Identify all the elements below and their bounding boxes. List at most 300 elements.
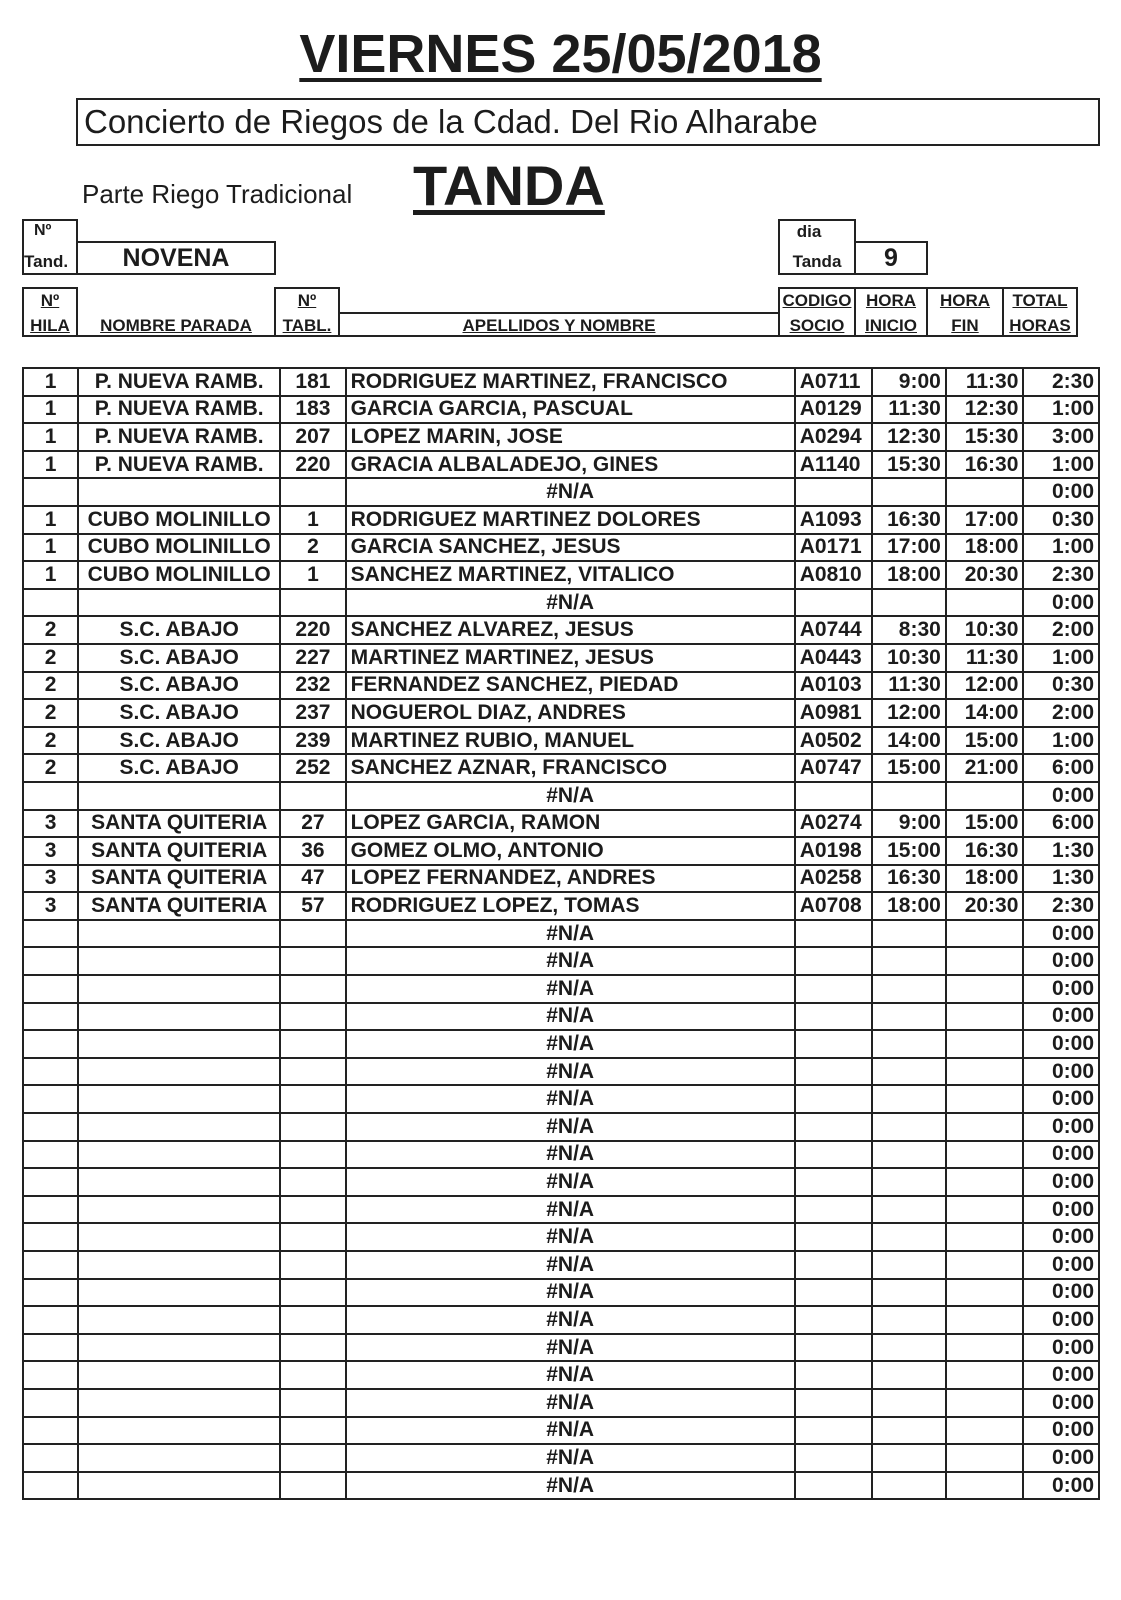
cell-codigo: A0198 bbox=[795, 837, 873, 865]
cell-parada bbox=[78, 1334, 280, 1362]
table-row bbox=[23, 1417, 1099, 1445]
cell-inicio bbox=[872, 1306, 946, 1334]
cell-hila: 1 bbox=[23, 368, 78, 396]
cell-nombre: RODRIGUEZ MARTINEZ DOLORES bbox=[346, 506, 795, 534]
cell-nombre: #N/A bbox=[346, 1058, 795, 1086]
cell-nombre: GRACIA ALBALADEJO, GINES bbox=[346, 451, 795, 479]
cell-fin: 10:30 bbox=[946, 616, 1024, 644]
cell-fin: 17:00 bbox=[946, 506, 1024, 534]
table-row bbox=[23, 727, 1099, 755]
header-inicio-top: HORA bbox=[865, 291, 917, 310]
cell-inicio: 12:00 bbox=[872, 699, 946, 727]
cell-nombre: MARTINEZ RUBIO, MANUEL bbox=[346, 727, 795, 755]
cell-fin bbox=[946, 1113, 1024, 1141]
table-row bbox=[23, 1058, 1099, 1086]
cell-hila: 1 bbox=[23, 534, 78, 562]
cell-fin: 14:00 bbox=[946, 699, 1024, 727]
cell-inicio: 18:00 bbox=[872, 561, 946, 589]
cell-fin bbox=[946, 1306, 1024, 1334]
cell-hila bbox=[23, 1306, 78, 1334]
table-row bbox=[23, 1251, 1099, 1279]
cell-hila: 2 bbox=[23, 616, 78, 644]
cell-parada bbox=[78, 1417, 280, 1445]
cell-codigo bbox=[795, 1003, 873, 1031]
cell-inicio: 18:00 bbox=[872, 892, 946, 920]
cell-total: 3:00 bbox=[1023, 423, 1099, 451]
cell-total: 2:30 bbox=[1023, 561, 1099, 589]
cell-inicio bbox=[872, 1223, 946, 1251]
cell-nombre: #N/A bbox=[346, 920, 795, 948]
cell-tabl bbox=[280, 1389, 345, 1417]
cell-parada: S.C. ABAJO bbox=[78, 672, 280, 700]
cell-codigo bbox=[795, 1085, 873, 1113]
cell-nombre: GARCIA GARCIA, PASCUAL bbox=[346, 396, 795, 424]
cell-parada bbox=[78, 1389, 280, 1417]
cell-hila bbox=[23, 947, 78, 975]
cell-fin bbox=[946, 1141, 1024, 1169]
cell-parada: P. NUEVA RAMB. bbox=[78, 368, 280, 396]
cell-parada bbox=[78, 589, 280, 617]
cell-fin bbox=[946, 1003, 1024, 1031]
cell-tabl: 27 bbox=[280, 810, 345, 838]
dia-tanda-label: Tanda bbox=[792, 252, 842, 271]
tanda-heading: TANDA bbox=[413, 154, 605, 217]
cell-codigo: A0810 bbox=[795, 561, 873, 589]
cell-tabl: 207 bbox=[280, 423, 345, 451]
cell-inicio: 11:30 bbox=[872, 672, 946, 700]
table-row bbox=[23, 423, 1099, 451]
cell-tabl bbox=[280, 1361, 345, 1389]
cell-total: 1:30 bbox=[1023, 837, 1099, 865]
cell-total: 0:00 bbox=[1023, 1141, 1099, 1169]
cell-codigo bbox=[795, 1334, 873, 1362]
cell-nombre: FERNANDEZ SANCHEZ, PIEDAD bbox=[346, 672, 795, 700]
cell-total: 6:00 bbox=[1023, 810, 1099, 838]
cell-codigo: A1093 bbox=[795, 506, 873, 534]
cell-hila bbox=[23, 1334, 78, 1362]
cell-parada: SANTA QUITERIA bbox=[78, 865, 280, 893]
cell-parada bbox=[78, 1223, 280, 1251]
cell-fin bbox=[946, 1058, 1024, 1086]
cell-fin bbox=[946, 1168, 1024, 1196]
cell-fin bbox=[946, 1196, 1024, 1224]
table-row bbox=[23, 1472, 1099, 1500]
cell-nombre: SANCHEZ MARTINEZ, VITALICO bbox=[346, 561, 795, 589]
cell-hila: 2 bbox=[23, 754, 78, 782]
cell-inicio bbox=[872, 1168, 946, 1196]
cell-inicio bbox=[872, 1113, 946, 1141]
cell-tabl bbox=[280, 1003, 345, 1031]
table-row bbox=[23, 1113, 1099, 1141]
cell-hila bbox=[23, 1168, 78, 1196]
cell-total: 0:00 bbox=[1023, 1003, 1099, 1031]
table-row bbox=[23, 534, 1099, 562]
cell-fin bbox=[946, 478, 1024, 506]
cell-fin: 15:00 bbox=[946, 727, 1024, 755]
cell-nombre: #N/A bbox=[346, 1168, 795, 1196]
cell-hila: 2 bbox=[23, 672, 78, 700]
cell-parada: CUBO MOLINILLO bbox=[78, 561, 280, 589]
table-row bbox=[23, 1223, 1099, 1251]
cell-parada: SANTA QUITERIA bbox=[78, 892, 280, 920]
cell-parada bbox=[78, 1141, 280, 1169]
cell-total: 0:00 bbox=[1023, 1168, 1099, 1196]
irrigation-schedule-table bbox=[22, 367, 1100, 1500]
cell-hila: 2 bbox=[23, 644, 78, 672]
cell-total: 0:00 bbox=[1023, 920, 1099, 948]
cell-total: 2:00 bbox=[1023, 699, 1099, 727]
cell-inicio: 15:00 bbox=[872, 754, 946, 782]
cell-nombre: #N/A bbox=[346, 1334, 795, 1362]
cell-hila bbox=[23, 1030, 78, 1058]
cell-tabl: 181 bbox=[280, 368, 345, 396]
cell-inicio bbox=[872, 1472, 946, 1500]
table-row bbox=[23, 1003, 1099, 1031]
cell-codigo: A0747 bbox=[795, 754, 873, 782]
table-row bbox=[23, 616, 1099, 644]
header-codigo-bottom: SOCIO bbox=[789, 316, 845, 335]
cell-nombre: #N/A bbox=[346, 947, 795, 975]
cell-inicio: 16:30 bbox=[872, 506, 946, 534]
cell-tabl bbox=[280, 1472, 345, 1500]
cell-total: 1:00 bbox=[1023, 644, 1099, 672]
cell-total: 0:00 bbox=[1023, 1223, 1099, 1251]
cell-tabl: 1 bbox=[280, 561, 345, 589]
cell-parada: S.C. ABAJO bbox=[78, 699, 280, 727]
cell-hila bbox=[23, 1361, 78, 1389]
cell-nombre: GOMEZ OLMO, ANTONIO bbox=[346, 837, 795, 865]
cell-total: 0:00 bbox=[1023, 1472, 1099, 1500]
cell-inicio: 16:30 bbox=[872, 865, 946, 893]
cell-fin bbox=[946, 1279, 1024, 1307]
table-row bbox=[23, 810, 1099, 838]
table-row bbox=[23, 396, 1099, 424]
table-row bbox=[23, 920, 1099, 948]
cell-nombre: #N/A bbox=[346, 589, 795, 617]
cell-parada: CUBO MOLINILLO bbox=[78, 534, 280, 562]
cell-codigo: A0744 bbox=[795, 616, 873, 644]
cell-codigo: A0129 bbox=[795, 396, 873, 424]
cell-fin bbox=[946, 1417, 1024, 1445]
cell-fin bbox=[946, 1389, 1024, 1417]
table-row bbox=[23, 837, 1099, 865]
cell-nombre: SANCHEZ AZNAR, FRANCISCO bbox=[346, 754, 795, 782]
cell-inicio bbox=[872, 1417, 946, 1445]
cell-nombre: LOPEZ MARIN, JOSE bbox=[346, 423, 795, 451]
cell-codigo bbox=[795, 589, 873, 617]
n-tand-label-bottom: Tand. bbox=[24, 252, 69, 271]
table-row bbox=[23, 1168, 1099, 1196]
cell-parada: P. NUEVA RAMB. bbox=[78, 396, 280, 424]
cell-codigo bbox=[795, 1058, 873, 1086]
cell-fin bbox=[946, 1444, 1024, 1472]
cell-tabl: 239 bbox=[280, 727, 345, 755]
cell-parada bbox=[78, 1030, 280, 1058]
cell-nombre: GARCIA SANCHEZ, JESUS bbox=[346, 534, 795, 562]
cell-hila bbox=[23, 1058, 78, 1086]
cell-total: 0:00 bbox=[1023, 1085, 1099, 1113]
table-row bbox=[23, 1030, 1099, 1058]
cell-inicio bbox=[872, 478, 946, 506]
cell-hila: 1 bbox=[23, 561, 78, 589]
cell-fin: 12:30 bbox=[946, 396, 1024, 424]
cell-tabl: 237 bbox=[280, 699, 345, 727]
cell-hila: 2 bbox=[23, 699, 78, 727]
cell-tabl: 232 bbox=[280, 672, 345, 700]
cell-inicio bbox=[872, 1444, 946, 1472]
cell-tabl: 183 bbox=[280, 396, 345, 424]
cell-parada: S.C. ABAJO bbox=[78, 754, 280, 782]
cell-hila bbox=[23, 1003, 78, 1031]
cell-hila: 1 bbox=[23, 423, 78, 451]
cell-inicio bbox=[872, 975, 946, 1003]
cell-fin: 11:30 bbox=[946, 644, 1024, 672]
table-row bbox=[23, 451, 1099, 479]
cell-hila: 2 bbox=[23, 727, 78, 755]
cell-nombre: SANCHEZ ALVAREZ, JESUS bbox=[346, 616, 795, 644]
cell-inicio bbox=[872, 782, 946, 810]
cell-hila bbox=[23, 1141, 78, 1169]
cell-inicio bbox=[872, 1003, 946, 1031]
cell-tabl bbox=[280, 1141, 345, 1169]
cell-codigo: A0171 bbox=[795, 534, 873, 562]
cell-parada bbox=[78, 1196, 280, 1224]
cell-total: 0:00 bbox=[1023, 1334, 1099, 1362]
cell-inicio: 15:30 bbox=[872, 451, 946, 479]
cell-inicio: 15:00 bbox=[872, 837, 946, 865]
cell-parada bbox=[78, 1168, 280, 1196]
cell-tabl bbox=[280, 1251, 345, 1279]
cell-hila bbox=[23, 782, 78, 810]
cell-nombre: #N/A bbox=[346, 1141, 795, 1169]
cell-hila bbox=[23, 478, 78, 506]
cell-codigo bbox=[795, 478, 873, 506]
cell-inicio bbox=[872, 1058, 946, 1086]
cell-codigo: A0274 bbox=[795, 810, 873, 838]
cell-parada bbox=[78, 1472, 280, 1500]
table-row bbox=[23, 975, 1099, 1003]
table-row bbox=[23, 1141, 1099, 1169]
table-row bbox=[23, 865, 1099, 893]
cell-codigo: A0258 bbox=[795, 865, 873, 893]
cell-parada: P. NUEVA RAMB. bbox=[78, 423, 280, 451]
cell-fin bbox=[946, 1361, 1024, 1389]
cell-hila: 1 bbox=[23, 396, 78, 424]
table-row bbox=[23, 1085, 1099, 1113]
cell-fin bbox=[946, 1085, 1024, 1113]
cell-total: 1:00 bbox=[1023, 534, 1099, 562]
cell-codigo bbox=[795, 920, 873, 948]
subtitle-box: Concierto de Riegos de la Cdad. Del Rio Alharabe bbox=[76, 98, 1100, 146]
cell-fin: 15:00 bbox=[946, 810, 1024, 838]
table-row bbox=[23, 947, 1099, 975]
cell-fin bbox=[946, 1472, 1024, 1500]
cell-tabl: 47 bbox=[280, 865, 345, 893]
cell-hila bbox=[23, 1389, 78, 1417]
header-nombre: APELLIDOS Y NOMBRE bbox=[462, 316, 656, 335]
cell-inicio bbox=[872, 1279, 946, 1307]
header-parada: NOMBRE PARADA bbox=[100, 316, 252, 335]
cell-parada bbox=[78, 1306, 280, 1334]
cell-tabl: 252 bbox=[280, 754, 345, 782]
header-fin-top: HORA bbox=[939, 291, 991, 310]
cell-fin: 21:00 bbox=[946, 754, 1024, 782]
table-row bbox=[23, 1389, 1099, 1417]
cell-total: 0:00 bbox=[1023, 782, 1099, 810]
cell-total: 0:00 bbox=[1023, 589, 1099, 617]
cell-tabl: 2 bbox=[280, 534, 345, 562]
cell-inicio: 17:00 bbox=[872, 534, 946, 562]
cell-tabl bbox=[280, 1030, 345, 1058]
cell-parada bbox=[78, 1361, 280, 1389]
cell-fin: 18:00 bbox=[946, 865, 1024, 893]
cell-total: 2:30 bbox=[1023, 368, 1099, 396]
cell-nombre: RODRIGUEZ LOPEZ, TOMAS bbox=[346, 892, 795, 920]
cell-total: 1:00 bbox=[1023, 396, 1099, 424]
cell-total: 0:00 bbox=[1023, 1279, 1099, 1307]
header-total-top: TOTAL bbox=[1012, 291, 1068, 310]
cell-inicio: 9:00 bbox=[872, 368, 946, 396]
cell-hila bbox=[23, 1113, 78, 1141]
table-row bbox=[23, 589, 1099, 617]
cell-tabl bbox=[280, 1168, 345, 1196]
cell-codigo bbox=[795, 947, 873, 975]
cell-parada bbox=[78, 1003, 280, 1031]
cell-codigo bbox=[795, 1196, 873, 1224]
cell-nombre: #N/A bbox=[346, 1279, 795, 1307]
table-row bbox=[23, 1361, 1099, 1389]
cell-total: 2:00 bbox=[1023, 616, 1099, 644]
cell-inicio: 12:30 bbox=[872, 423, 946, 451]
cell-parada bbox=[78, 1444, 280, 1472]
cell-codigo bbox=[795, 975, 873, 1003]
cell-fin: 16:30 bbox=[946, 837, 1024, 865]
cell-total: 0:00 bbox=[1023, 1389, 1099, 1417]
cell-parada bbox=[78, 920, 280, 948]
cell-tabl bbox=[280, 589, 345, 617]
cell-total: 1:30 bbox=[1023, 865, 1099, 893]
cell-tabl bbox=[280, 1196, 345, 1224]
cell-inicio bbox=[872, 1389, 946, 1417]
table-row bbox=[23, 672, 1099, 700]
cell-total: 2:30 bbox=[1023, 892, 1099, 920]
tanda-value: NOVENA bbox=[122, 244, 230, 272]
cell-nombre: #N/A bbox=[346, 1444, 795, 1472]
cell-fin bbox=[946, 1223, 1024, 1251]
cell-nombre: #N/A bbox=[346, 1003, 795, 1031]
cell-nombre: #N/A bbox=[346, 478, 795, 506]
cell-codigo bbox=[795, 1389, 873, 1417]
cell-hila bbox=[23, 920, 78, 948]
table-row bbox=[23, 1444, 1099, 1472]
header-codigo-top: CODIGO bbox=[782, 291, 852, 310]
cell-total: 1:00 bbox=[1023, 727, 1099, 755]
cell-inicio bbox=[872, 1141, 946, 1169]
cell-tabl bbox=[280, 1417, 345, 1445]
cell-codigo bbox=[795, 1361, 873, 1389]
cell-total: 0:30 bbox=[1023, 672, 1099, 700]
header-tabl-bottom: TABL. bbox=[282, 316, 332, 335]
table-row bbox=[23, 506, 1099, 534]
table-row bbox=[23, 561, 1099, 589]
cell-tabl bbox=[280, 1279, 345, 1307]
cell-hila bbox=[23, 1417, 78, 1445]
cell-fin bbox=[946, 975, 1024, 1003]
cell-fin: 18:00 bbox=[946, 534, 1024, 562]
cell-codigo: A0294 bbox=[795, 423, 873, 451]
cell-total: 0:00 bbox=[1023, 1306, 1099, 1334]
cell-nombre: #N/A bbox=[346, 1306, 795, 1334]
cell-codigo bbox=[795, 1113, 873, 1141]
cell-total: 0:00 bbox=[1023, 1417, 1099, 1445]
cell-codigo: A0711 bbox=[795, 368, 873, 396]
cell-parada: S.C. ABAJO bbox=[78, 644, 280, 672]
cell-nombre: #N/A bbox=[346, 1472, 795, 1500]
cell-inicio bbox=[872, 920, 946, 948]
cell-inicio bbox=[872, 1196, 946, 1224]
cell-tabl bbox=[280, 1444, 345, 1472]
cell-fin bbox=[946, 1251, 1024, 1279]
n-tand-label-top: Nº bbox=[34, 222, 52, 239]
cell-tabl bbox=[280, 975, 345, 1003]
cell-tabl: 227 bbox=[280, 644, 345, 672]
cell-inicio: 9:00 bbox=[872, 810, 946, 838]
cell-fin: 11:30 bbox=[946, 368, 1024, 396]
dia-label: dia bbox=[796, 222, 822, 241]
cell-total: 6:00 bbox=[1023, 754, 1099, 782]
cell-fin bbox=[946, 589, 1024, 617]
cell-total: 0:00 bbox=[1023, 1361, 1099, 1389]
cell-hila bbox=[23, 1251, 78, 1279]
table-row bbox=[23, 1334, 1099, 1362]
cell-codigo bbox=[795, 1223, 873, 1251]
cell-codigo bbox=[795, 1306, 873, 1334]
cell-parada bbox=[78, 1251, 280, 1279]
cell-inicio bbox=[872, 1030, 946, 1058]
header-tabl-top: Nº bbox=[297, 291, 317, 310]
table-row bbox=[23, 782, 1099, 810]
cell-fin: 20:30 bbox=[946, 561, 1024, 589]
cell-total: 0:00 bbox=[1023, 1196, 1099, 1224]
cell-codigo bbox=[795, 1444, 873, 1472]
cell-hila bbox=[23, 589, 78, 617]
cell-nombre: NOGUEROL DIAZ, ANDRES bbox=[346, 699, 795, 727]
cell-total: 0:00 bbox=[1023, 947, 1099, 975]
cell-codigo: A0103 bbox=[795, 672, 873, 700]
cell-total: 0:00 bbox=[1023, 975, 1099, 1003]
cell-hila bbox=[23, 1472, 78, 1500]
dia-value: 9 bbox=[884, 244, 898, 272]
cell-codigo bbox=[795, 1279, 873, 1307]
cell-fin: 16:30 bbox=[946, 451, 1024, 479]
cell-nombre: MARTINEZ MARTINEZ, JESUS bbox=[346, 644, 795, 672]
cell-nombre: #N/A bbox=[346, 1196, 795, 1224]
cell-total: 0:00 bbox=[1023, 1251, 1099, 1279]
cell-hila bbox=[23, 1085, 78, 1113]
cell-nombre: #N/A bbox=[346, 975, 795, 1003]
cell-tabl bbox=[280, 1334, 345, 1362]
parte-label: Parte Riego Tradicional bbox=[82, 179, 353, 209]
cell-fin bbox=[946, 920, 1024, 948]
cell-nombre: #N/A bbox=[346, 1251, 795, 1279]
cell-fin: 15:30 bbox=[946, 423, 1024, 451]
cell-inicio: 14:00 bbox=[872, 727, 946, 755]
cell-hila bbox=[23, 1223, 78, 1251]
cell-nombre: #N/A bbox=[346, 1361, 795, 1389]
cell-tabl bbox=[280, 1085, 345, 1113]
cell-total: 0:00 bbox=[1023, 1058, 1099, 1086]
cell-codigo bbox=[795, 1417, 873, 1445]
